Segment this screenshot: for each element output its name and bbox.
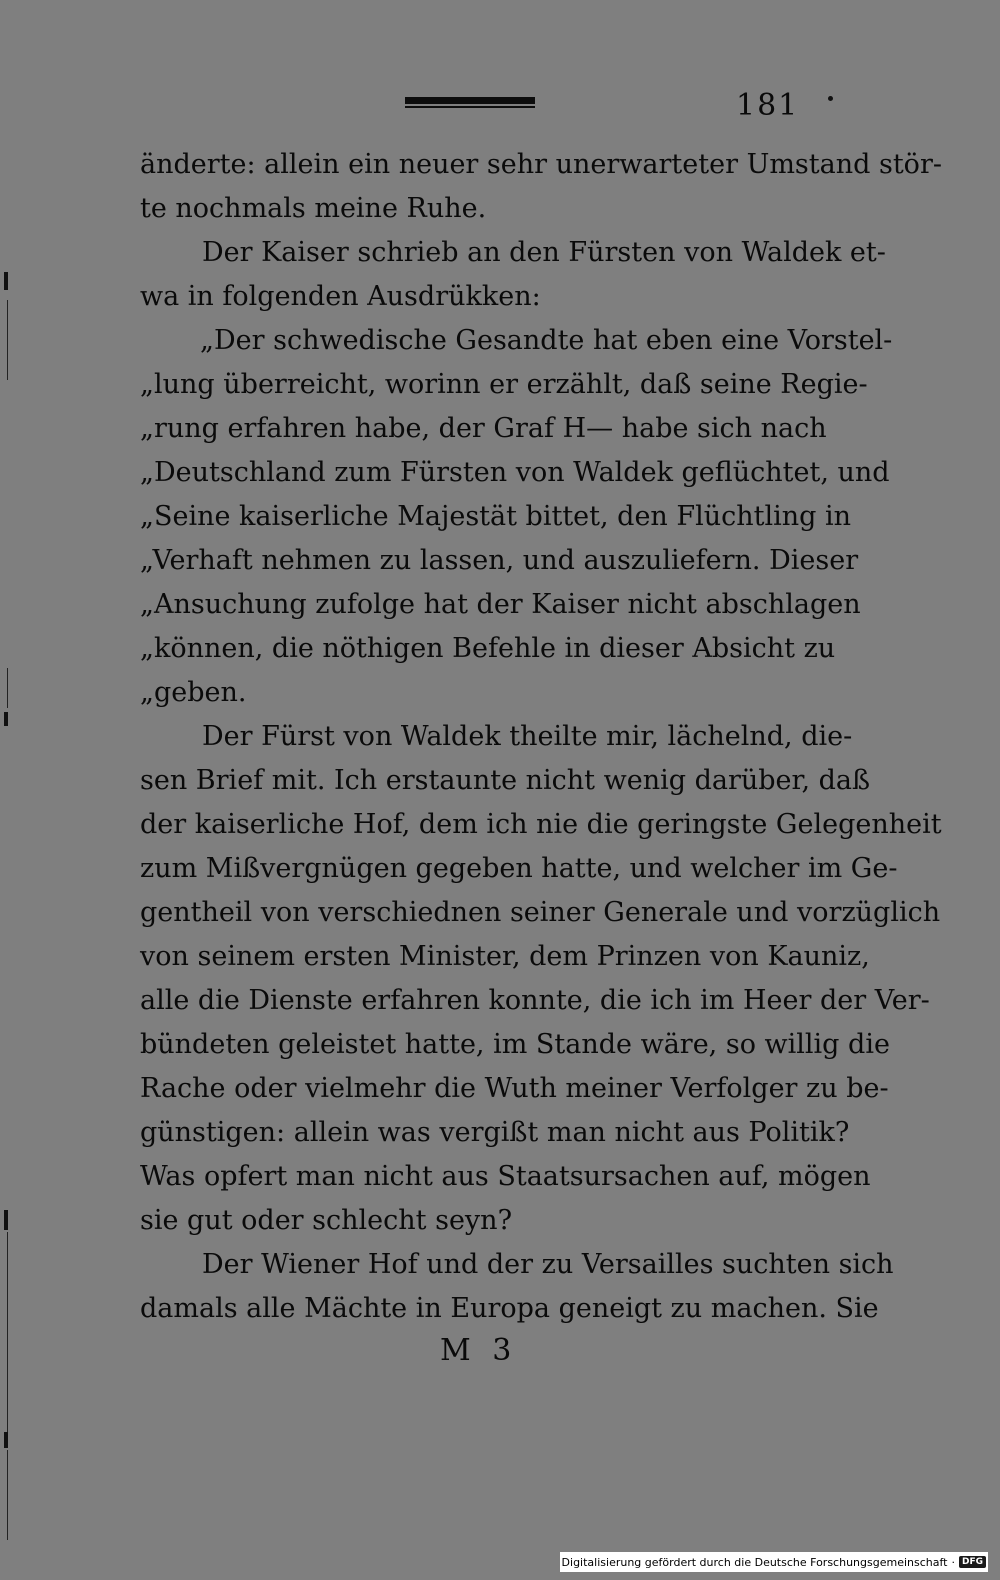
text-line: der kaiserliche Hof, dem ich nie die geringste Gelegenheit	[140, 809, 942, 840]
text-line: „lung überreicht, worinn er erzählt, daß seine Regie-	[140, 369, 868, 400]
text-line: Was opfert man nicht aus Staatsursachen auf, mögen	[140, 1161, 871, 1192]
text-line: „Der schwedische Gesandte hat eben eine Vorstel-	[200, 325, 893, 356]
text-line: Der Fürst von Waldek theilte mir, lächelnd, die-	[202, 721, 853, 752]
text-line: „Ansuchung zufolge hat der Kaiser nicht abschlagen	[140, 589, 861, 620]
text-line: Rache oder vielmehr die Wuth meiner Verfolger zu be-	[140, 1073, 889, 1104]
text-line: bündeten geleistet hatte, im Stande wäre, so willig die	[140, 1029, 890, 1060]
ink-dot	[828, 96, 833, 101]
margin-mark	[4, 712, 8, 726]
text-line: wa in folgenden Ausdrükken:	[140, 281, 541, 312]
margin-line	[7, 668, 8, 708]
text-line: alle die Dienste erfahren konnte, die ich im Heer der Ver-	[140, 985, 930, 1016]
text-line: änderte: allein ein neuer sehr unerwarteter Umstand stör-	[140, 149, 942, 180]
dfg-logo: DFG	[959, 1556, 986, 1568]
text-line: „können, die nöthigen Befehle in dieser Absicht zu	[140, 633, 836, 664]
text-line: gentheil von verschiednen seiner Generale und vorzüglich	[140, 897, 941, 928]
text-line: Der Kaiser schrieb an den Fürsten von Waldek et-	[202, 237, 886, 268]
margin-mark	[4, 1432, 8, 1448]
margin-mark	[4, 272, 8, 290]
text-line: „rung erfahren habe, der Graf H— habe sich nach	[140, 413, 827, 444]
text-line: sie gut oder schlecht seyn?	[140, 1205, 513, 1236]
page-number: 181	[736, 88, 800, 123]
signature-mark: M 3	[440, 1333, 518, 1368]
footer-text: Digitalisierung gefördert durch die Deutsche Forschungsgemeinschaft	[561, 1555, 948, 1569]
text-line: sen Brief mit. Ich erstaunte nicht wenig darüber, daß	[140, 765, 871, 796]
text-line: günstigen: allein was vergißt man nicht aus Politik?	[140, 1117, 850, 1148]
text-line: „Verhaft nehmen zu lassen, und auszuliefern. Dieser	[140, 545, 859, 576]
text-line: „Deutschland zum Fürsten von Waldek geflüchtet, und	[140, 457, 890, 488]
footer-credit: Digitalisierung gefördert durch die Deutsche Forschungsgemeinschaft · DFG	[560, 1552, 988, 1572]
margin-line	[7, 300, 8, 380]
margin-line	[7, 1450, 8, 1540]
text-line: damals alle Mächte in Europa geneigt zu machen. Sie	[140, 1293, 879, 1324]
text-line: zum Mißvergnügen gegeben hatte, und welcher im Ge-	[140, 853, 898, 884]
text-line: Der Wiener Hof und der zu Versailles suchten sich	[202, 1249, 894, 1280]
header-rule-thin	[405, 106, 535, 108]
text-line: „Seine kaiserliche Majestät bittet, den Flüchtling in	[140, 501, 852, 532]
text-line: te nochmals meine Ruhe.	[140, 193, 487, 224]
header-rule-thick	[405, 97, 535, 104]
text-line: von seinem ersten Minister, dem Prinzen von Kauniz,	[140, 941, 870, 972]
margin-line	[7, 1232, 8, 1432]
header-rule	[405, 97, 535, 109]
text-line: „geben.	[140, 677, 247, 708]
margin-mark	[4, 1210, 8, 1230]
body-text	[140, 143, 942, 1331]
